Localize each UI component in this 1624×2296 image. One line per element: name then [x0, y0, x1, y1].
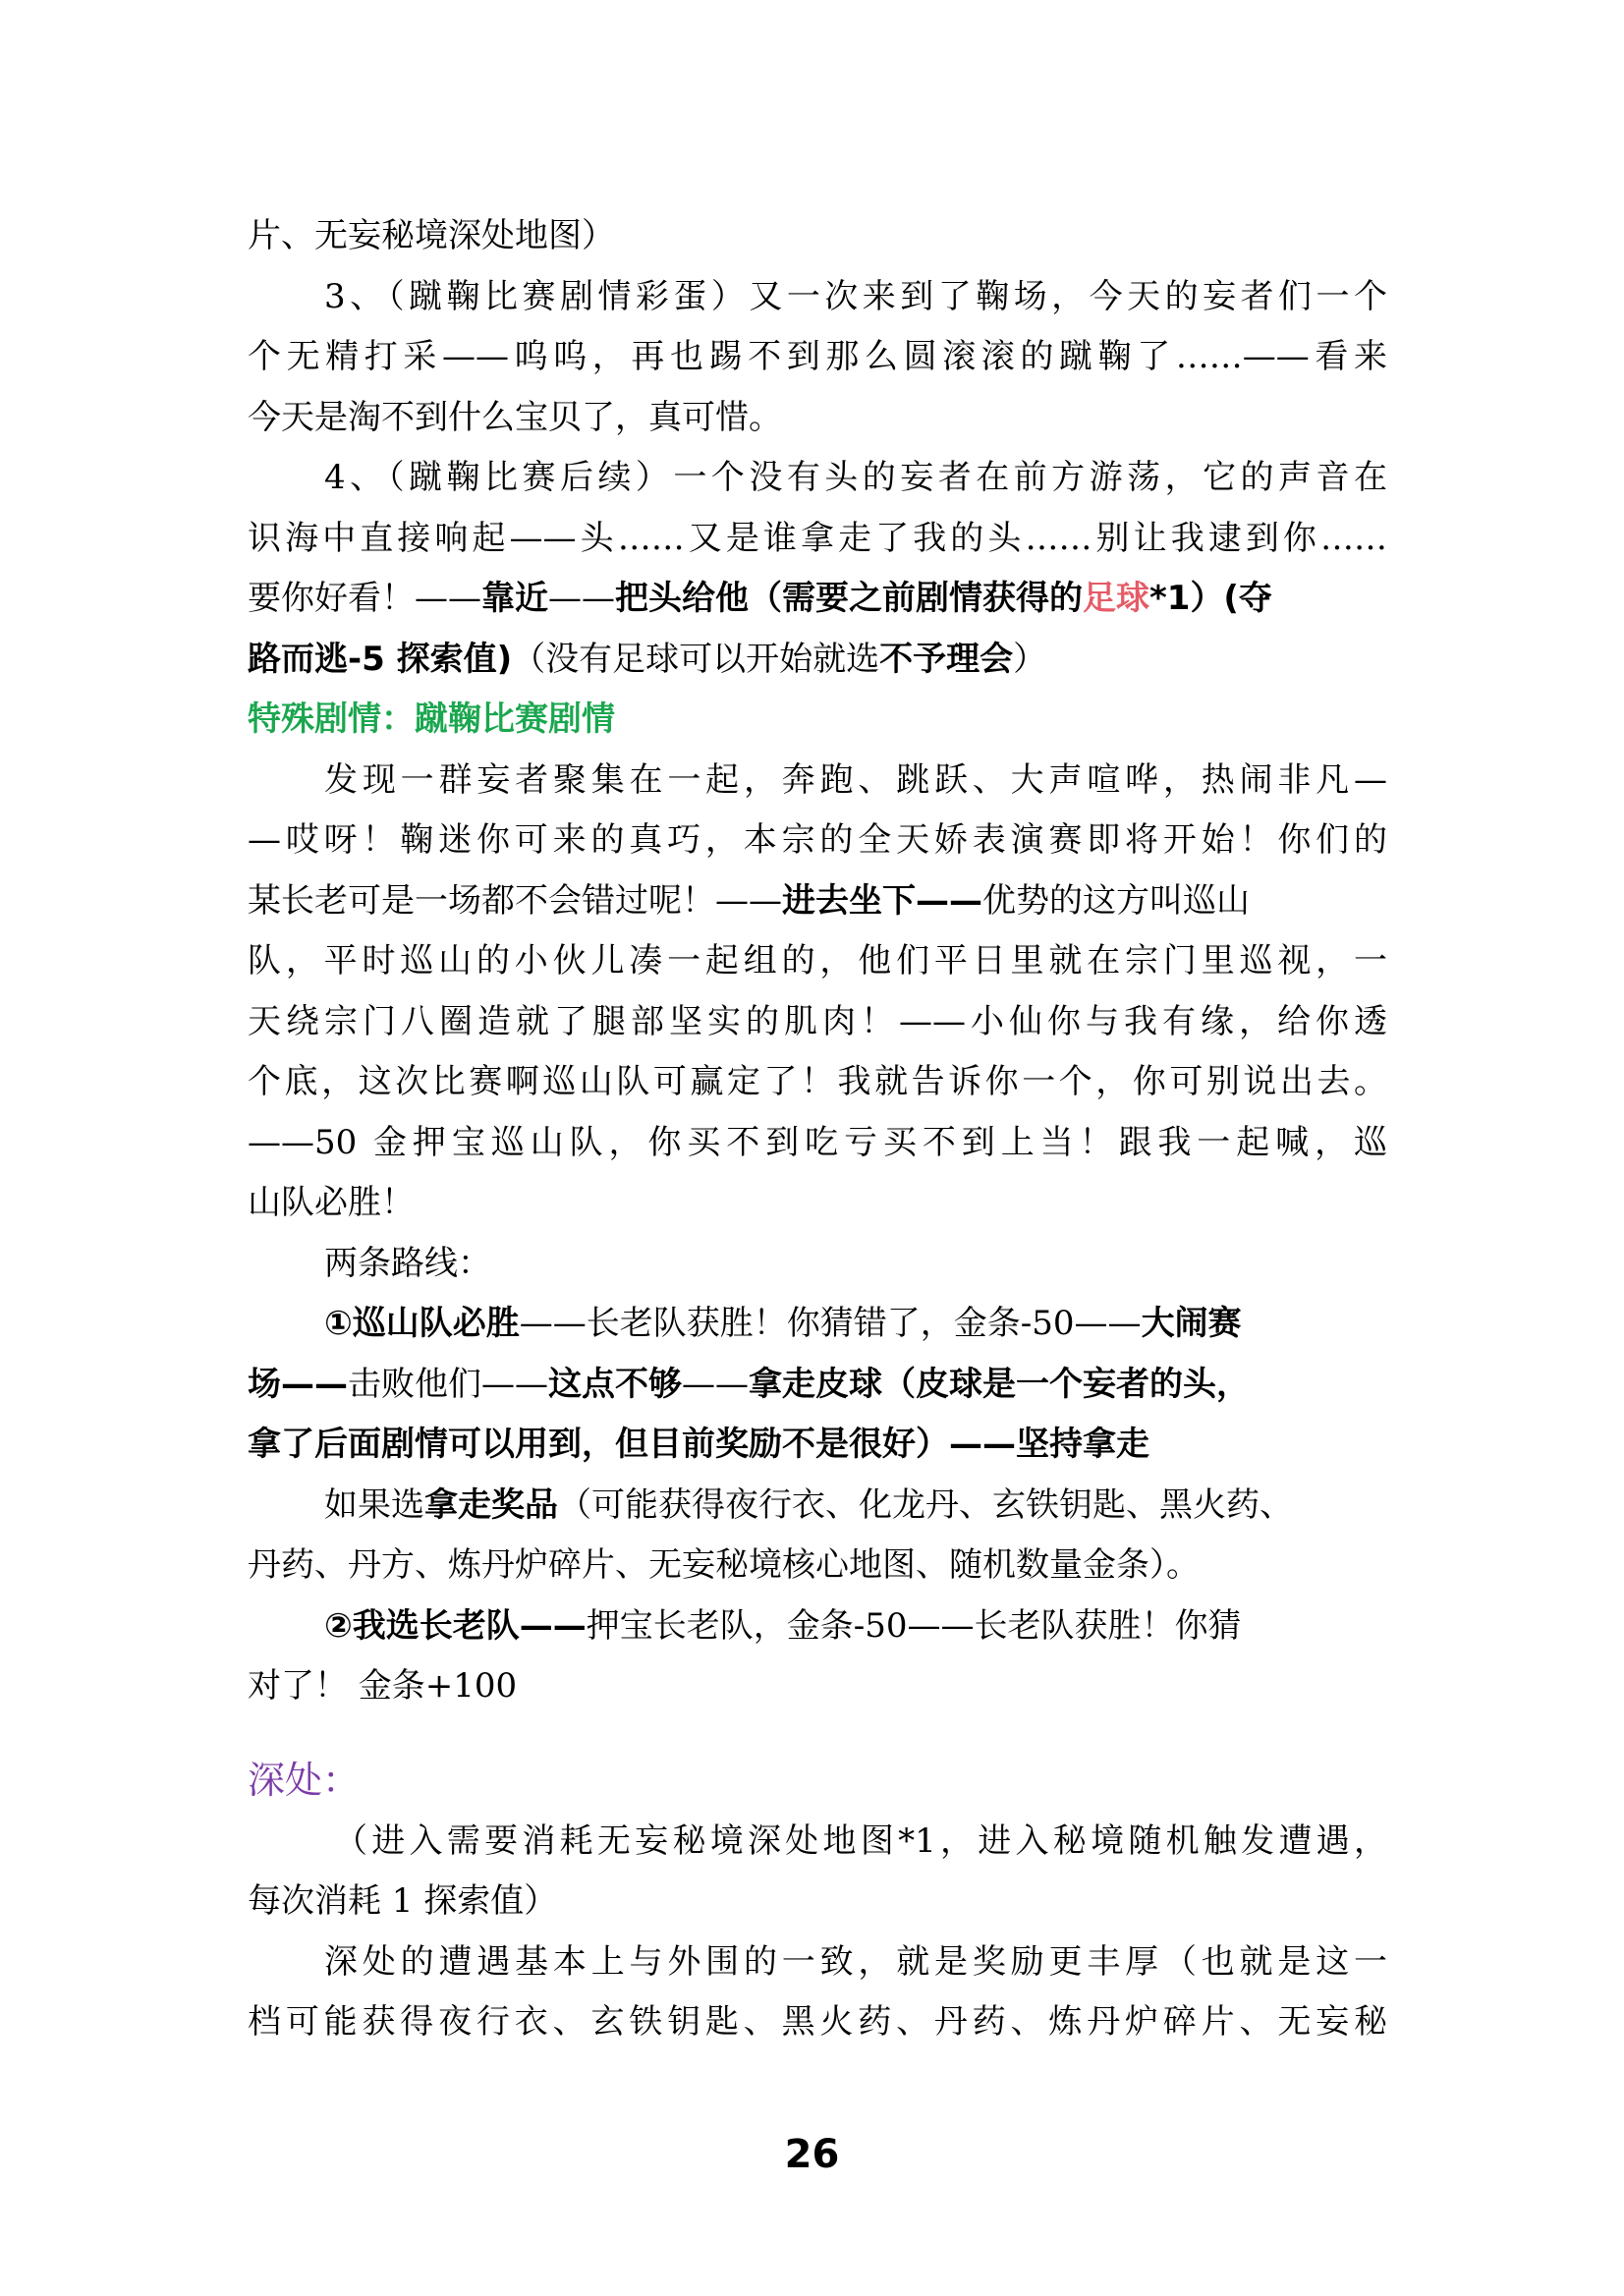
text-line: 个无精打采——呜呜，再也踢不到那么圆滚滚的蹴鞠了……——看来 [248, 337, 1387, 376]
bold-text: 不予理会 [879, 639, 1014, 679]
text-line: 每次消耗 1 探索值） [248, 1881, 558, 1921]
bold-text: ①巡山队必胜 [324, 1304, 520, 1343]
text-line: 3、（蹴鞠比赛剧情彩蛋）又一次来到了鞠场，今天的妄者们一个 [324, 276, 1387, 316]
text-span: ） [1013, 639, 1047, 679]
text-line: 发现一群妄者聚集在一起，奔跑、跳跃、大声喧哗，热闹非凡— [324, 759, 1387, 800]
text-line: 深处的遭遇基本上与外围的一致，就是奖励更丰厚（也就是这一 [324, 1941, 1387, 1982]
text-line: 丹药、丹方、炼丹炉碎片、无妄秘境核心地图、随机数量金条）。 [248, 1545, 1200, 1585]
text-line: 山队必胜！ [248, 1183, 415, 1222]
text-line: 两条路线： [324, 1243, 491, 1283]
text-line: —哎呀！鞠迷你可来的真巧，本宗的全天娇表演赛即将开始！你们的 [248, 820, 1387, 860]
text-line: 天绕宗门八圈造就了腿部坚实的肌肉！——小仙你与我有缘，给你透 [248, 1001, 1387, 1041]
text-line: 4、（蹴鞠比赛后续）一个没有头的妄者在前方游荡，它的声音在 [324, 458, 1387, 497]
bold-text: 进去坐下—— [782, 880, 982, 921]
text-span: ——长老队获胜！你猜错了，金条-50—— [519, 1304, 1142, 1343]
spacer [248, 1717, 1387, 1749]
bold-text: 大闹赛 [1141, 1304, 1242, 1343]
text-span: —— [548, 579, 615, 618]
text-line: 识海中直接响起——头……又是谁拿走了我的头……别让我逮到你…… [248, 518, 1387, 558]
bold-text: 拿走奖品 [424, 1484, 558, 1525]
text-line: ——50 金押宝巡山队，你买不到吃亏买不到上当！跟我一起喊，巡 [248, 1122, 1387, 1162]
text-span: 要你好看！—— [248, 579, 481, 618]
bold-text: 这点不够 [548, 1364, 682, 1404]
text-span: 优势的这方叫巡山 [982, 880, 1250, 921]
text-span: 押宝长老队，金条-50——长老队获胜！你猜 [586, 1605, 1242, 1646]
text-span: 如果选 [324, 1484, 424, 1525]
text-line: 个底，这次比赛啊巡山队可赢定了！我就告诉你一个，你可别说出去。 [248, 1062, 1387, 1101]
text-line: 档可能获得夜行衣、玄铁钥匙、黑火药、丹药、炼丹炉碎片、无妄秘 [248, 2002, 1387, 2042]
text-line: 今天是淘不到什么宝贝了，真可惜。 [248, 397, 782, 437]
bold-text: 把头给他（需要之前剧情获得的 [615, 579, 1083, 618]
bold-text: 路而逃-5 探索值) [248, 639, 513, 679]
text-line: （进入需要消耗无妄秘境深处地图*1，进入秘境随机触发遭遇， [334, 1820, 1387, 1861]
bold-text: 拿走皮球（皮球是一个妄者的头， [749, 1364, 1250, 1404]
text-span: —— [682, 1364, 749, 1404]
text-line: 拿了后面剧情可以用到，但目前奖励不是很好）——坚持拿走 [248, 1425, 1149, 1464]
text-line [248, 630, 1387, 691]
text-span: 击败他们—— [348, 1364, 548, 1404]
text-span: （没有足球可以开始就选 [512, 639, 880, 679]
page-number: 26 [784, 2132, 840, 2177]
bold-text: *1）(夺 [1149, 579, 1272, 618]
text-line [248, 1476, 1387, 1537]
text-line: 队，平时巡山的小伙儿凑一起组的，他们平日里就在宗门里巡视，一 [248, 941, 1387, 980]
text-line [248, 1596, 1387, 1657]
text-span: （可能获得夜行衣、化龙丹、玄铁钥匙、黑火药、 [558, 1484, 1293, 1525]
bold-text: 场—— [248, 1364, 348, 1404]
page-body [248, 206, 1387, 2053]
text-span: 某长老可是一场都不会错过呢！—— [248, 880, 782, 921]
section-heading-special: 特殊剧情：蹴鞠比赛剧情 [248, 700, 615, 739]
bold-text: ②我选长老队—— [324, 1605, 587, 1646]
section-heading-deep: 深处： [248, 1758, 361, 1802]
text-line: 对了！ 金条+100 [248, 1666, 518, 1706]
text-line [248, 569, 1387, 630]
text-line [248, 1294, 1387, 1355]
text-line [248, 871, 1387, 932]
text-line [248, 1355, 1387, 1416]
highlight-text: 足球 [1083, 579, 1149, 618]
text-line: 片、无妄秘境深处地图） [248, 216, 615, 255]
bold-text: 靠近 [481, 579, 548, 618]
